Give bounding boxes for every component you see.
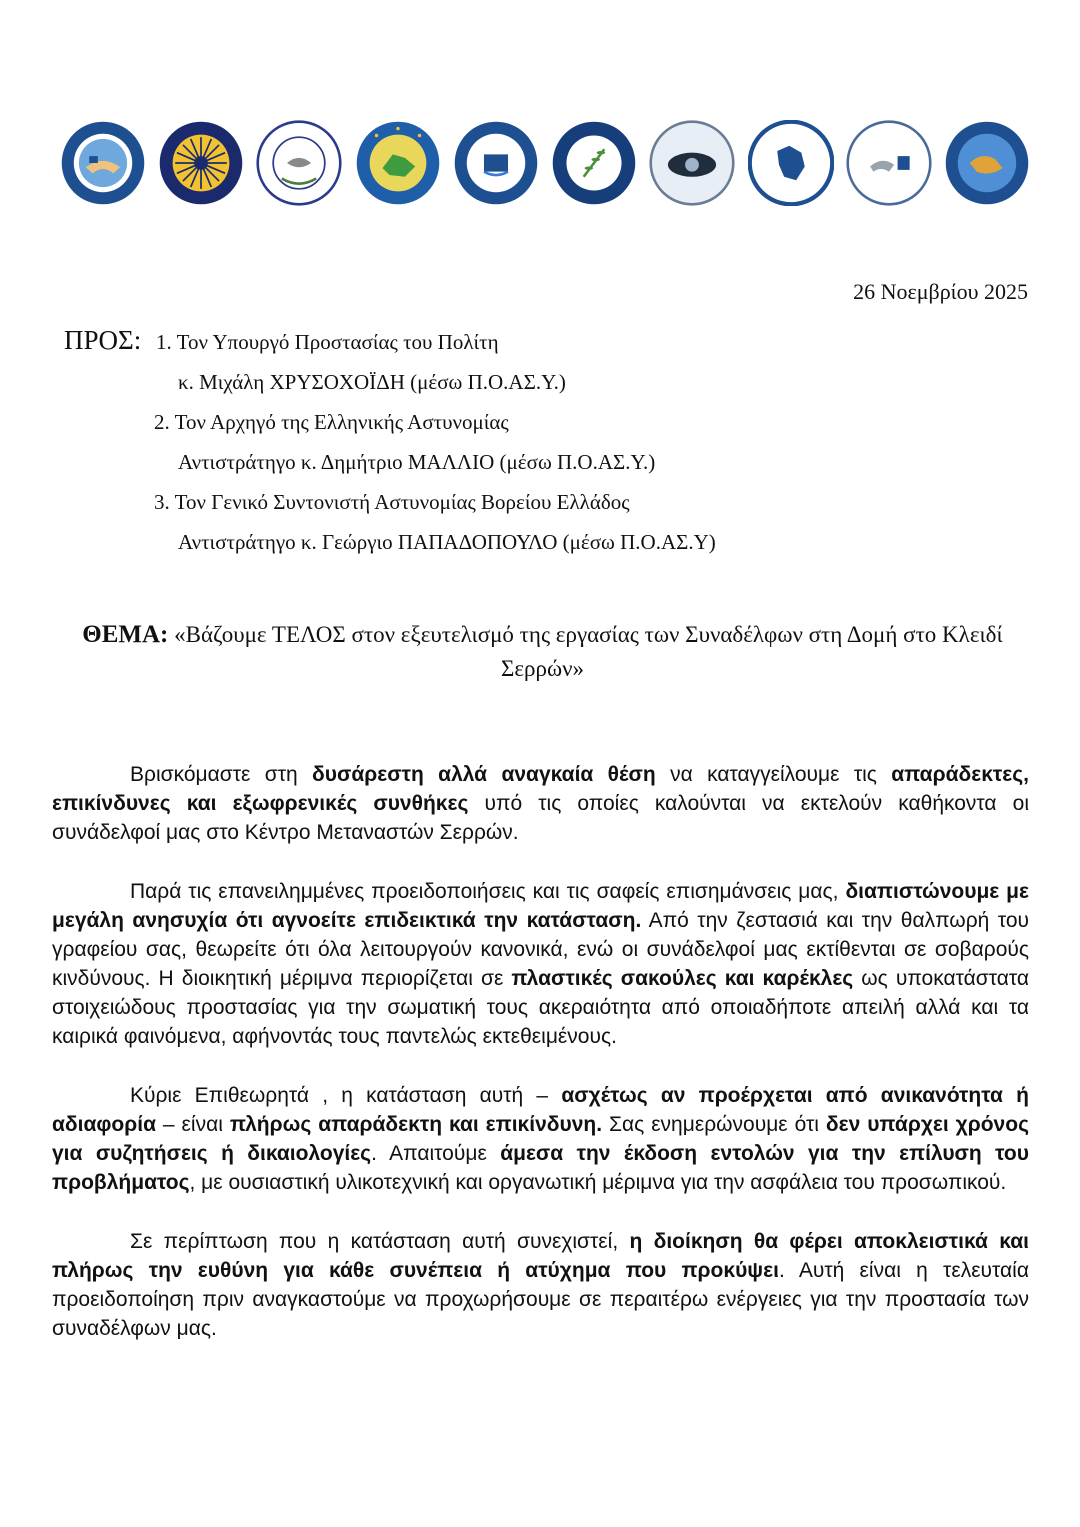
body-paragraph bbox=[52, 760, 1029, 847]
emphasis-text: άμεσα την έκδοση εντολών για την επίλυση του προβλήματος bbox=[52, 1142, 1029, 1194]
paragraph-text: υπό τις οποίες καλούνται να εκτελούν καθήκοντα οι συνάδελφοί μας στο Κέντρο Μεταναστών Σερρών. bbox=[52, 792, 1030, 844]
paragraph-text: Σας ενημερώνουμε ότι bbox=[602, 1113, 826, 1136]
paragraph-text: Από την ζεστασιά και την θαλπωρή του γραφείου σας, θεωρείτε ότι όλα λειτουργούν κανονικά, ενώ οι συνάδελφοί μας εκτίθενται σε σοβαρούς κινδύνους. Η διοικητική μέριμνα περιορίζεται σε bbox=[52, 909, 1029, 990]
subject-label: ΘΕΜΑ: bbox=[82, 621, 169, 648]
paragraph-text: Σε περίπτωση που η κατάσταση αυτή συνεχιστεί, bbox=[130, 1230, 630, 1253]
paragraph-text: . Αυτή είναι η τελευταία προειδοποίηση πριν αναγκαστούμε να προχωρήσουμε σε περαιτέρω ενέργειες για την προστασία των συναδέλφων μας. bbox=[52, 1259, 1029, 1340]
document-date: 26 Νοεμβρίου 2025 bbox=[853, 279, 1028, 304]
emphasis-text: δυσάρεστη αλλά αναγκαία θέση bbox=[312, 763, 656, 786]
recipient-line: Αντιστράτηγο κ. Γεώργιο ΠΑΠΑΔΟΠΟΥΛΟ (μέσω Π.Ο.ΑΣ.Υ) bbox=[178, 530, 716, 554]
subject-text: «Βάζουμε ΤΕΛΟΣ στον εξευτελισμό της εργασίας των Συναδέλφων στη Δομή στο Κλειδί Σερρών» bbox=[168, 622, 1003, 681]
body-paragraph bbox=[52, 877, 1029, 1051]
union-logo-5 bbox=[453, 120, 539, 206]
subject-block bbox=[50, 618, 1035, 686]
recipient-line: 2. Τον Αρχηγό της Ελληνικής Αστυνομίας bbox=[154, 410, 509, 434]
emphasis-text: πλαστικές σακούλες και καρέκλες bbox=[511, 967, 854, 990]
recipient-line: 3. Τον Γενικό Συντονιστή Αστυνομίας Βορείου Ελλάδος bbox=[154, 490, 630, 514]
emphasis-text: ασχέτως αν προέρχεται από ανικανότητα ή αδιαφορία bbox=[52, 1084, 1029, 1136]
logo-strip bbox=[60, 118, 1030, 208]
union-logo-1 bbox=[60, 120, 146, 206]
union-logo-handshake bbox=[846, 120, 932, 206]
recipient-line: 1. Τον Υπουργό Προστασίας του Πολίτη bbox=[156, 330, 499, 354]
paragraph-text: , με ουσιαστική υλικοτεχνική και οργανωτική μέριμνα για την ασφάλεια του προσωπικού. bbox=[189, 1171, 1007, 1194]
union-logo-10 bbox=[944, 120, 1030, 206]
body-paragraph bbox=[52, 1227, 1029, 1343]
paragraph-text: Παρά τις επανειλημμένες προειδοποιήσεις και τις σαφείς επισημάνσεις μας, bbox=[130, 880, 846, 903]
recipient-line: Αντιστράτηγο κ. Δημήτριο ΜΑΛΛΙΟ (μέσω Π.Ο.ΑΣ.Υ.) bbox=[178, 450, 656, 474]
paragraph-text: – είναι bbox=[155, 1113, 230, 1136]
union-logo-karditsa bbox=[355, 120, 441, 206]
emphasis-text: απαράδεκτες, επικίνδυνες και εξωφρενικές συνθήκες bbox=[52, 763, 1030, 815]
union-logo-thesprotia bbox=[256, 120, 342, 206]
recipient-line: κ. Μιχάλη ΧΡΥΣΟΧΟΪΔΗ (μέσω Π.Ο.ΑΣ.Υ.) bbox=[178, 370, 566, 394]
emphasis-text: πλήρως απαράδεκτη και επικίνδυνη. bbox=[229, 1113, 603, 1136]
union-logo-larissa bbox=[551, 120, 637, 206]
emphasis-text: δεν υπάρχει χρόνος για συζητήσεις ή δικαιολογίες bbox=[52, 1113, 1029, 1165]
paragraph-text: Κύριε Επιθεωρητά , η κατάσταση αυτή – bbox=[130, 1084, 562, 1107]
paragraph-text: ως υποκατάστατα στοιχειώδους προστασίας για την σωματική τους ακεραιότητα από οποιαδήποτε απειλή αλλά και τα καιρικά φαινόμενα, αφήνοντάς τους παντελώς εκτεθειμένους. bbox=[52, 967, 1029, 1048]
paragraph-text: να καταγγείλουμε τις bbox=[655, 763, 892, 786]
letter-body bbox=[52, 760, 1029, 1373]
body-paragraph bbox=[52, 1081, 1029, 1197]
recipients-label: ΠΡΟΣ: bbox=[64, 325, 142, 355]
paragraph-text: Βρισκόμαστε στη bbox=[130, 763, 313, 786]
paragraph-text: . Απαιτούμε bbox=[371, 1142, 501, 1165]
union-logo-map bbox=[748, 120, 834, 206]
union-logo-vergina-sun bbox=[158, 120, 244, 206]
emphasis-text: η διοίκηση θα φέρει αποκλειστικά και πλήρως την ευθύνη για κάθε συνέπεια ή ατύχημα που προκύψει bbox=[52, 1230, 1029, 1282]
union-logo-eye bbox=[649, 120, 735, 206]
emphasis-text: διαπιστώνουμε με μεγάλη ανησυχία ότι αγνοείτε επιδεικτικά την κατάσταση. bbox=[52, 880, 1030, 932]
